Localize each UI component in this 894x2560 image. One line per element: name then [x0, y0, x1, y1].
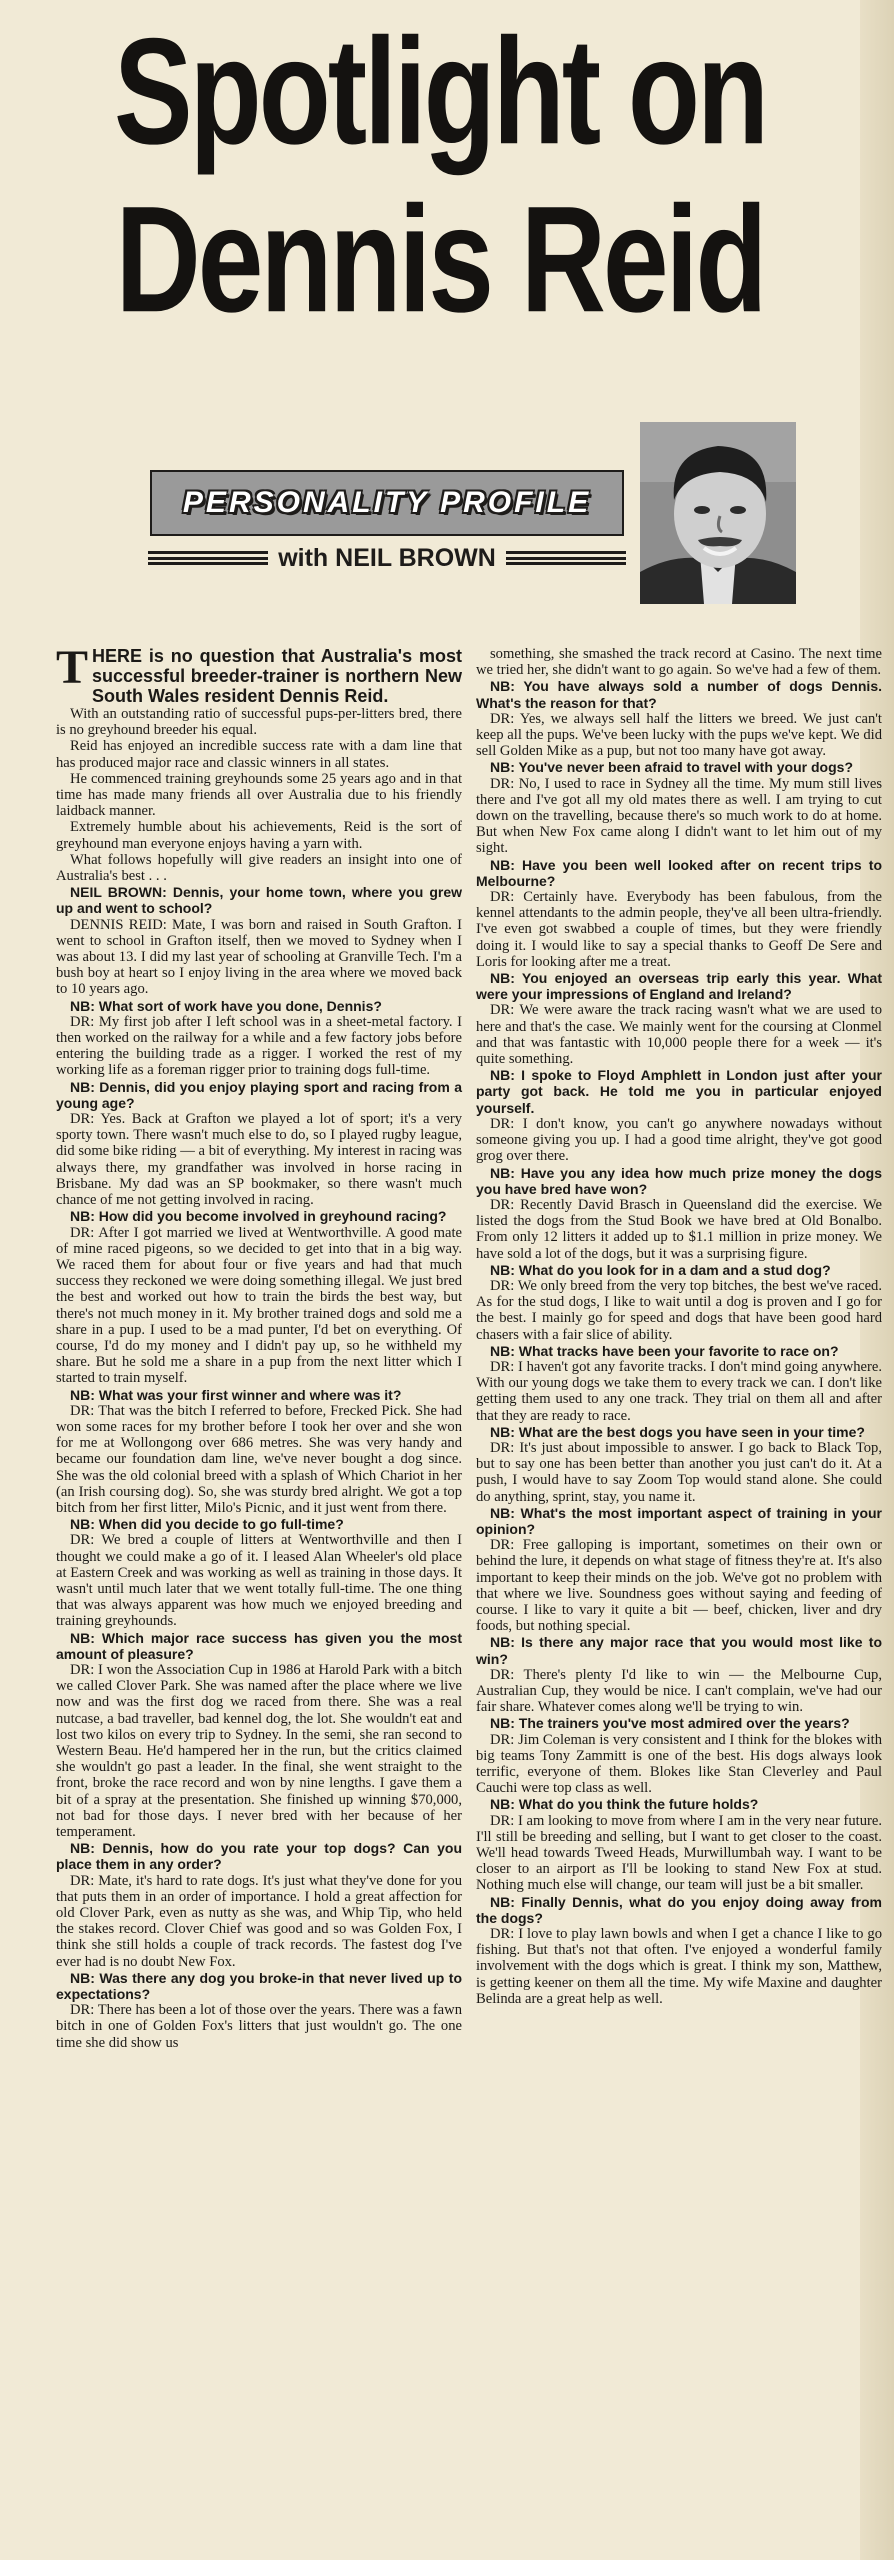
body-paragraph: DR: Yes, we always sell half the litters we breed. We just can't keep all the pups. We've been lucky with the pups we've kept. We did sell Golden Mike as a pup, but not too many have got away. [476, 710, 882, 760]
body-paragraph: Extremely humble about his achievements, Reid is the sort of greyhound man everyone enjoys having a yarn with. [56, 819, 462, 852]
lead-paragraph [56, 641, 462, 706]
interview-question: NB: Finally Dennis, what do you enjoy doing away from the dogs? [476, 1893, 882, 1926]
headline-line-2: Dennis Reid [115, 175, 765, 345]
body-paragraph: With an outstanding ratio of successful pups-per-litters bred, there is no greyhound breeder his equal. [56, 706, 462, 739]
interview-question: NB: Have you any idea how much prize money the dogs you have bred have won? [476, 1164, 882, 1197]
lead-text: HERE is no question that Australia's most successful breeder-trainer is northern New South Wales resident Dennis Reid. [92, 646, 462, 706]
body-paragraph: Reid has enjoyed an incredible success rate with a dam line that has produced major race and classic winners in all states. [56, 738, 462, 771]
article-column-left [56, 641, 462, 2051]
interview-question: NB: What do you think the future holds? [490, 1796, 759, 1813]
interview-question: NB: What's the most important aspect of training in your opinion? [476, 1504, 882, 1537]
interview-question: NB: You have always sold a number of dogs Dennis. What's the reason for that? [476, 678, 882, 711]
headline-line-1: Spotlight on [113, 7, 767, 177]
interview-question: NB: The trainers you've most admired over the years? [490, 1715, 850, 1732]
drop-cap: T [56, 641, 89, 694]
interview-question: NB: What tracks have been your favorite to race on? [490, 1342, 839, 1359]
body-paragraph: something, she smashed the track record at Casino. The next time we tried her, she didn't want to go again. So we've had a few of them. [476, 646, 882, 679]
byline-row [148, 538, 626, 578]
body-paragraph: DR: I won the Association Cup in 1986 at Harold Park with a bitch we called Clover Park. She was named after the place where we live now and was the first dog we raced from there. She was a real nutcase, a bad traveller, bad kennel dog, the lot. She wouldn't eat and lost two kilos on every trip to Sydney. In the semi, she ran second to Western Beau. He'd hampered her in the run, but the critics claimed she wouldn't go past a leader. In the final, she went straight to the front, broke the race record and won by nine lengths. I gave them a bit of a spray at the presentation. She finished up winning $70,000, not bad for those days. I never bred with her because of her temperament. [56, 1661, 462, 1841]
body-paragraph: He commenced training greyhounds some 25 years ago and in that time has made many friends all over Australia due to his friendly laidback manner. [56, 770, 462, 820]
body-paragraph: DR: Recently David Brasch in Queensland did the exercise. We listed the dogs from the Stud Book we have bred at Old Bonalbo. From only 12 litters it added up to $1.1 million in prize money. We have sold a lot of the dogs, but it was a surprising figure. [476, 1196, 882, 1262]
body-paragraph: DENNIS REID: Mate, I was born and raised in South Grafton. I went to school in Grafton itself, then we moved to Sydney when I was about 13. I did my last year of schooling at Granville Tech. I'm a bush boy at heart so I enjoy living in the area where we moved back to 10 years ago. [56, 916, 462, 998]
interview-question: NB: Which major race success has given you the most amount of pleasure? [56, 1629, 462, 1662]
body-paragraph: DR: After I got married we lived at Wentworthville. A good mate of mine raced pigeons, so we decided to get into that in a big way. We raced them for about four or five years and had that much success they reckoned we were doing something illegal. We just bred the best and worked out how to train the birds the best way, but there's not much money in it. My brother trained dogs and sold me a share in a pup. I used to be a mad punter, I'd bet on everything. Of course, I'd do my money and I didn't pay up, so he withheld my share. But he sold me a share in a pup from the next litter which I started to train myself. [56, 1224, 462, 1387]
body-paragraph: DR: Yes. Back at Grafton we played a lot of sport; it's a very sporty town. There wasn't much else to do, so I played rugby league, did some bike riding — a bit of everything. My interest in racing was always there, my grandfather was involved in horse racing in Brisbane. My dad was an SP bookmaker, so there wasn't much chance of me not getting involved in racing. [56, 1111, 462, 1209]
body-paragraph: DR: There's plenty I'd like to win — the Melbourne Cup, Australian Cup, they would be nice. I can't complain, we've had our fair share. Whatever comes along we'll be trying to win. [476, 1666, 882, 1716]
interview-question: NB: You enjoyed an overseas trip early this year. What were your impressions of England and Ireland? [476, 970, 882, 1003]
body-paragraph: DR: No, I used to race in Sydney all the time. My mum still lives there and I've got all my old mates there as well. I am trying to cut down on the travelling, because there's so much work to do at home. But when New Fox came along I didn't want to let him out of my sight. [476, 775, 882, 857]
interview-question: NB: Dennis, how do you rate your top dogs? Can you place them in any order? [56, 1840, 462, 1873]
body-paragraph: DR: My first job after I left school was in a sheet-metal factory. I then worked on the railway for a while and a few factory jobs before entering the building trade as a rigger. I worked the rest of my working life as a foreman rigger prior to training dogs full-time. [56, 1013, 462, 1079]
article-column-right [476, 646, 882, 2007]
byline: with NEIL BROWN [278, 543, 496, 572]
body-paragraph: DR: Mate, it's hard to rate dogs. It's just what they've done for you that puts them in an order of importance. I hold a great affection for old Clover Park, even as nutty as she was, and Whip Tip, who held the stakes record. Clover Chief was good and so was Golden Fox, I think she still holds a couple of track records. The fastest dog I've ever had is no doubt New Fox. [56, 1872, 462, 1970]
portrait-illustration [640, 422, 796, 604]
interview-question: NB: What was your first winner and where was it? [70, 1386, 402, 1403]
body-paragraph: DR: We bred a couple of litters at Wentworthville and then I thought we could make a go of it. I leased Alan Wheeler's old place at Eastern Creek and was working as well as training in those days. It wasn't until much later that we went totally full-time. The one thing that was always apparent was how much we enjoyed breeding and training greyhounds. [56, 1532, 462, 1630]
body-paragraph: DR: That was the bitch I referred to before, Frecked Pick. She had won some races for my brother before I took her over and she won for me at Wollongong over 686 metres. She was very handy and became our foundation dam line, we've never bought a dog since. She was the old colonial breed with a splash of Which Chariot in her (an Irish coursing dog). So, she was sturdy bred alright. We got a top bitch from her first litter, Milo's Picnic, and it just went from there. [56, 1402, 462, 1516]
interview-question: NB: What sort of work have you done, Dennis? [70, 997, 382, 1014]
interview-question: NB: What are the best dogs you have seen in your time? [490, 1423, 865, 1440]
body-paragraph: DR: We were aware the track racing wasn't what we are used to here and that's the case. We mainly went for the coursing at Clonmel and that was fantastic with 10,000 people there for a week — it's quite something. [476, 1002, 882, 1068]
interview-question: NB: Was there any dog you broke-in that never lived up to expectations? [56, 1969, 462, 2003]
body-paragraph: What follows hopefully will give readers an insight into one of Australia's best . . . [56, 851, 462, 885]
body-paragraph: DR: It's just about impossible to answer. I go back to Black Top, but to say one has been better than another you just can't do it. At a push, I would have to say Zoom Top would stand alone. She could do anything, sprint, stay, you name it. [476, 1439, 882, 1505]
personality-profile-banner [150, 470, 624, 536]
interview-question: NB: Dennis, did you enjoy playing sport and racing from a young age? [56, 1078, 462, 1111]
section-label: PERSONALITY PROFILE [182, 486, 592, 519]
interview-question: NB: How did you become involved in greyhound racing? [70, 1208, 447, 1225]
body-paragraph: DR: Free galloping is important, sometimes on their own or behind the lure, it depends on what stage of fitness they're at. It's also important to keep their minds on the job. We've got no problem with that where we live. Soundness goes without saying and feeding of course. I like to vary it quite a bit — beef, chicken, liver and dry foods, but nothing special. [476, 1537, 882, 1635]
body-paragraph: DR: Certainly have. Everybody has been fabulous, from the kennel attendants to the admin people, they've all been ultra-friendly. I've even got swabbed a couple of times, but they were friendly doing it. I would like to say a special thanks to Geoff De Sere and Loris for looking after me a treat. [476, 889, 882, 970]
byline-rule-right [506, 551, 626, 565]
interview-question: NB: When did you decide to go full-time? [70, 1516, 344, 1533]
interview-question: NB: I spoke to Floyd Amphlett in London just after your party got back. He told me you in particular enjoyed yourself. [476, 1067, 882, 1116]
interview-question: NEIL BROWN: Dennis, your home town, where you grew up and went to school? [56, 884, 462, 917]
interview-question: NB: Have you been well looked after on recent trips to Melbourne? [476, 856, 882, 889]
byline-rule-left [148, 551, 268, 565]
body-paragraph: DR: I love to play lawn bowls and when I get a chance I like to go fishing. But that's not that often. I've enjoyed a wonderful family involvement with the dogs which is great. I think my son, Matthew, is getting keener on them all the time. My wife Maxine and daughter Belinda are a great help as well. [476, 1926, 882, 2007]
interview-question: NB: You've never been afraid to travel with your dogs? [490, 759, 853, 776]
interview-question: NB: Is there any major race that you would most like to win? [476, 1634, 882, 1667]
body-paragraph: DR: I don't know, you can't go anywhere nowadays without someone giving you up. I had a good time alright, they've got good grog over there. [476, 1115, 882, 1165]
body-paragraph: DR: I am looking to move from where I am in the very near future. I'll still be breeding and selling, but I want to get closer to the coast. We'll head towards Tweed Heads, Murwillumbah way. I want to be closer to an airport as I'll be looking to stand New Fox at stud. Nothing much else will change, our team will just be a bit smaller. [476, 1812, 882, 1894]
interview-question: NB: What do you look for in a dam and a stud dog? [490, 1261, 831, 1278]
dennis-reid-portrait [640, 422, 796, 604]
body-paragraph: DR: Jim Coleman is very consistent and I think for the blokes with big teams Tony Zammitt is one of the best. His dogs always look terrific, everyone of them. Blokes like Stan Cleverley and Paul Cauchi were top class as well. [476, 1731, 882, 1797]
body-paragraph: DR: There has been a lot of those over the years. There was a fawn bitch in one of Golden Fox's litters that just wouldn't go. The one time she did show us [56, 2002, 462, 2051]
body-paragraph: DR: I haven't got any favorite tracks. I don't mind going anywhere. With our young dogs we take them to every track we can. I don't like getting them used to any one track. They trial on them all and after that they are ready to race. [476, 1358, 882, 1424]
body-paragraph: DR: We only breed from the very top bitches, the best we've raced. As for the stud dogs, I like to wait until a dog is proven and I go for the best. I mainly go for speed and dogs that have been good hard chasers with a fair slice of ability. [476, 1277, 882, 1343]
